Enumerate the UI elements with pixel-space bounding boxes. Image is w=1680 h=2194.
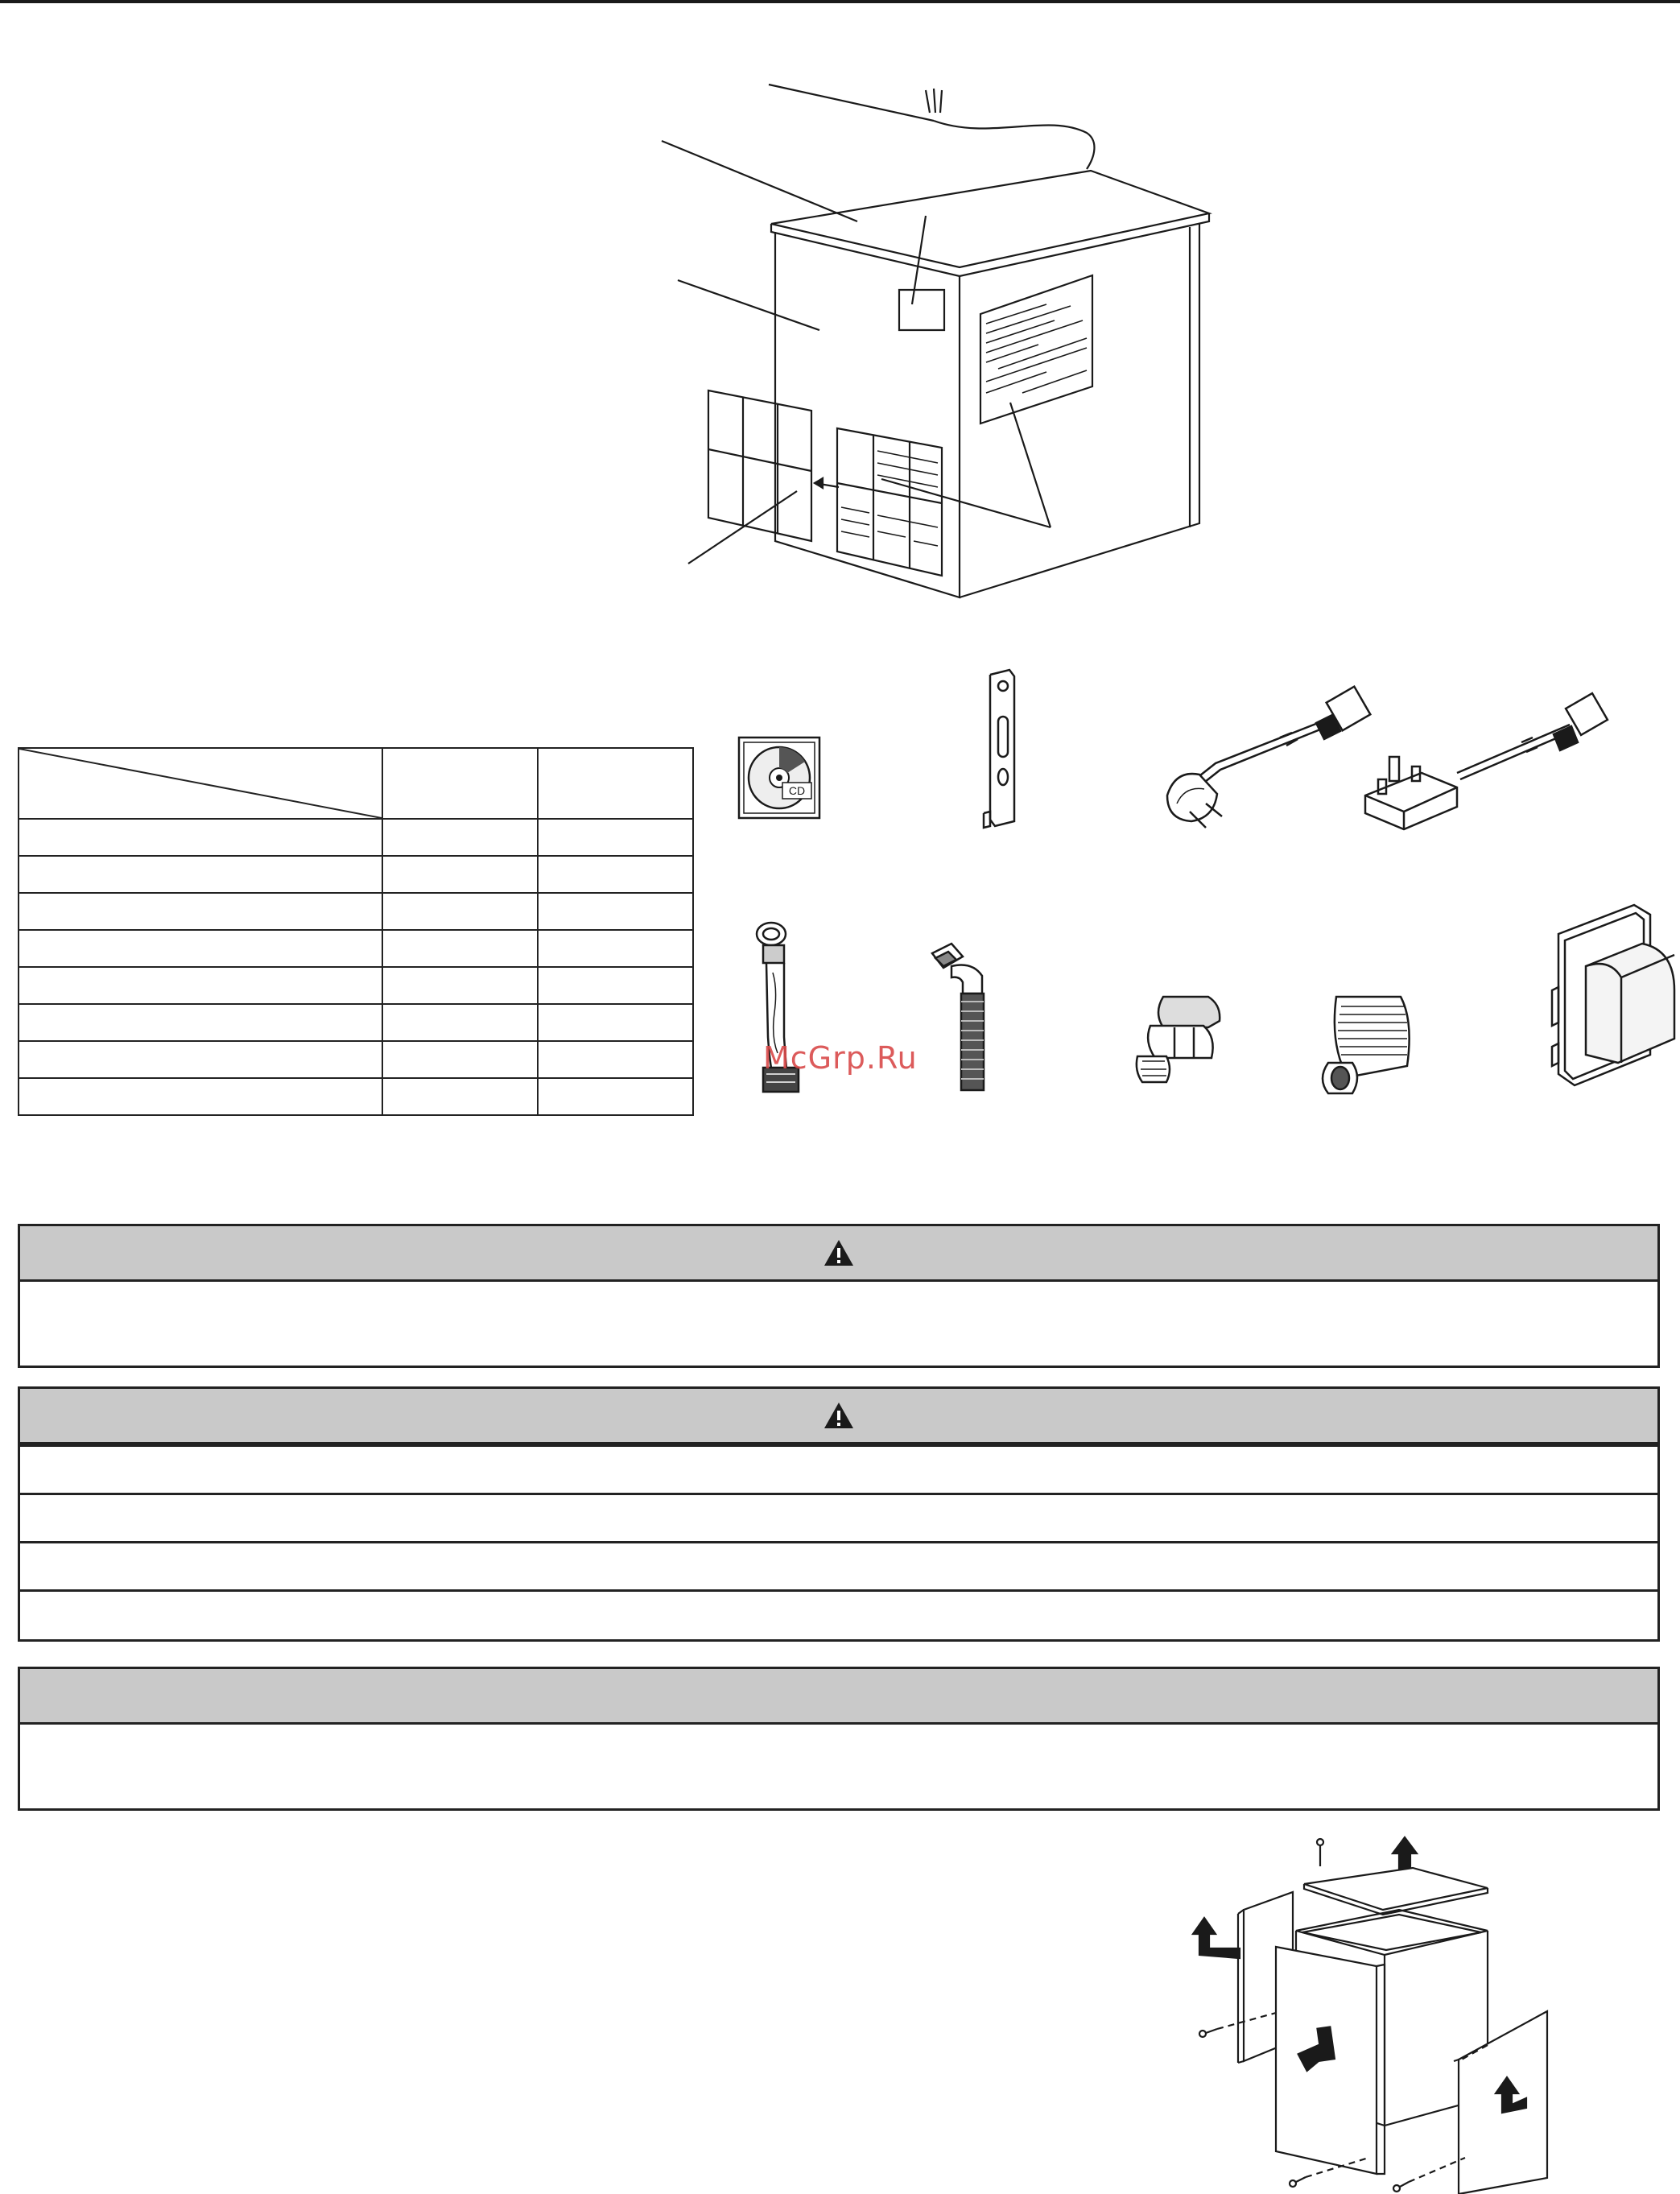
spec-table-header: [19, 748, 693, 819]
diagonal-divider: [19, 749, 382, 818]
table-row: [19, 930, 693, 967]
fitting-adapter-icon: [1312, 989, 1417, 1097]
leader-line-grille: [881, 479, 1051, 527]
leader-line-side: [678, 280, 819, 330]
table-row: [19, 819, 693, 856]
drain-cover-icon: [1546, 902, 1680, 1089]
warning-body: [20, 1282, 1657, 1366]
drain-hose-icon: [924, 937, 1005, 1095]
caution-row: [20, 1589, 1657, 1639]
table-row: [19, 856, 693, 893]
table-row: [19, 1004, 693, 1041]
panel-removal-illustration: [1191, 1816, 1562, 2194]
rating-label: [899, 290, 944, 330]
filter-panel: [708, 390, 811, 541]
spec-table-header-cell: [382, 748, 538, 819]
table-row: [19, 1078, 693, 1115]
front-grille: [837, 428, 942, 576]
spec-table: [18, 747, 694, 1116]
caution-row: [20, 1541, 1657, 1589]
power-cord-eu-plug-icon: [1159, 675, 1368, 836]
warning-triangle-icon: [823, 1401, 855, 1430]
notice-body: [20, 1725, 1657, 1808]
leader-line-cord: [769, 85, 934, 121]
warning-triangle-icon: [823, 1238, 855, 1267]
table-row: [19, 967, 693, 1004]
leader-line-top: [662, 141, 857, 221]
caution-box: [18, 1386, 1660, 1642]
table-row: [19, 893, 693, 930]
leader-line-label: [912, 216, 926, 304]
fitting-nipple-icon: [1131, 981, 1228, 1087]
caution-row: [20, 1444, 1657, 1493]
spec-table-header-cell: [538, 748, 693, 819]
notice-box: [18, 1667, 1660, 1811]
cd-disc-icon: [737, 736, 821, 820]
spec-table-corner-cell: [19, 748, 382, 819]
power-cord: [934, 121, 1094, 169]
caution-row: [20, 1493, 1657, 1541]
mounting-bracket-icon: [982, 668, 1022, 829]
notice-header-bar: [20, 1669, 1657, 1725]
table-row: [19, 1041, 693, 1078]
watermark: McGrp.Ru: [763, 1040, 918, 1076]
top-rule: [0, 0, 1680, 3]
warning-box: [18, 1224, 1660, 1368]
caution-header-bar: [20, 1389, 1657, 1444]
leader-line-vent: [1010, 403, 1051, 527]
ice-machine-unit-illustration: [676, 72, 1224, 604]
warning-header-bar: [20, 1226, 1657, 1282]
svg-text:CD: CD: [788, 784, 806, 797]
power-cord-uk-plug-icon: [1360, 692, 1610, 837]
unit-top: [771, 171, 1209, 267]
